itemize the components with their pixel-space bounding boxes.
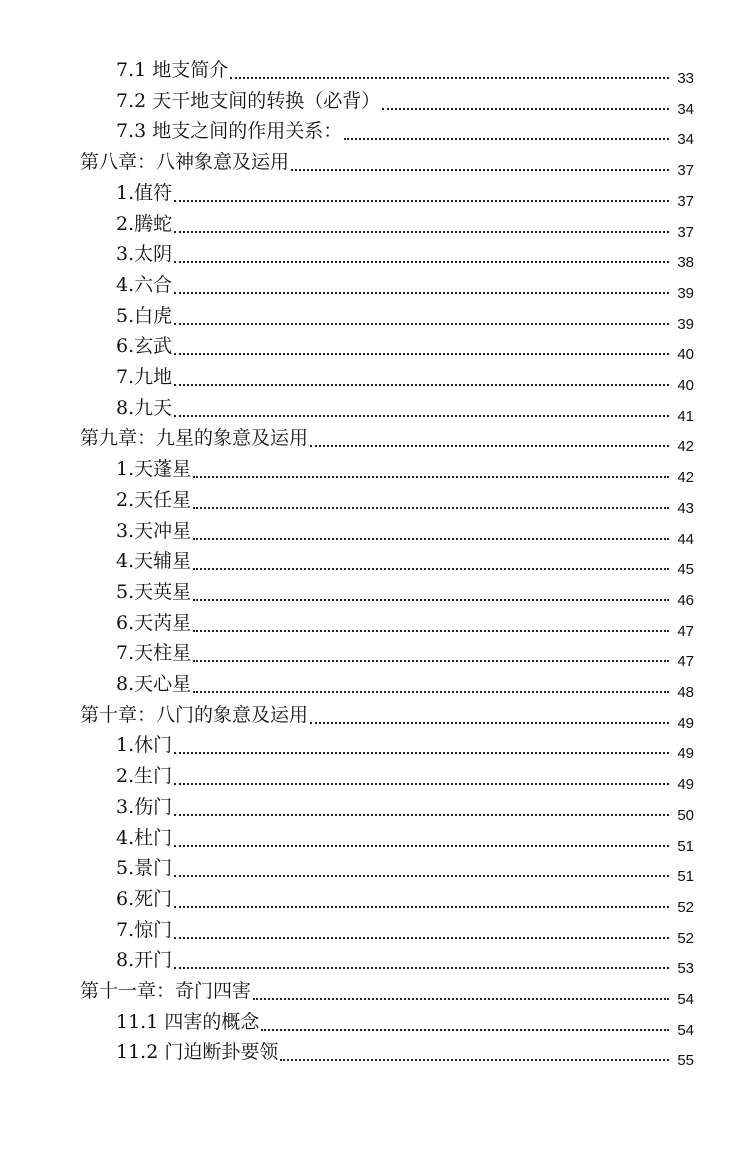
toc-entry-title: 4.杜门 (116, 826, 173, 849)
toc-page-number: 37 (677, 223, 694, 241)
toc-section-entry[interactable] (116, 175, 694, 210)
toc-page-number: 45 (677, 561, 694, 579)
toc-page-number: 40 (677, 346, 694, 364)
toc-entry-title: 8.天心星 (116, 673, 192, 695)
toc-page-number: 49 (677, 745, 694, 763)
dot-leader (174, 200, 669, 202)
toc-section-entry[interactable] (116, 881, 694, 916)
toc-page-number: 52 (677, 898, 694, 916)
toc-page-number: 37 (677, 192, 694, 210)
toc-section-entry[interactable] (116, 574, 694, 609)
toc-entry-title: 7.惊门 (116, 918, 173, 941)
dot-leader (174, 353, 669, 355)
toc-entry-title: 6.死门 (116, 887, 173, 910)
toc-page-number: 51 (677, 837, 694, 855)
toc-section-entry[interactable] (116, 328, 694, 364)
toc-page-number: 42 (677, 438, 694, 456)
toc-section-entry[interactable] (116, 298, 694, 333)
toc-entry-title: 7.2 天干地支间的转换（必背） (116, 89, 381, 112)
toc-section-entry[interactable] (116, 942, 694, 978)
toc-section-entry[interactable] (116, 206, 694, 241)
toc-entry-title: 1.天蓬星 (116, 458, 192, 481)
toc-entry-title: 4.六合 (116, 273, 173, 296)
toc-page-number: 47 (677, 653, 694, 671)
dot-leader (174, 384, 669, 386)
dot-leader (261, 1029, 669, 1031)
dot-leader (193, 476, 669, 478)
toc-section-entry[interactable] (116, 912, 694, 947)
toc-entry-title: 第八章：八神象意及运用 (80, 151, 290, 174)
toc-section-entry[interactable] (116, 789, 694, 824)
toc-page-number: 40 (677, 377, 694, 394)
toc-section-entry[interactable] (116, 635, 694, 671)
toc-section-entry[interactable] (116, 850, 694, 886)
dot-leader (291, 169, 669, 171)
toc-entry-title: 7.3 地支之间的作用关系： (116, 120, 343, 143)
dot-leader (174, 415, 669, 417)
toc-section-entry[interactable] (116, 451, 694, 487)
dot-leader (310, 722, 669, 724)
dot-leader (174, 875, 669, 877)
toc-section-entry[interactable] (116, 359, 694, 394)
toc-entry-title: 1.值符 (116, 181, 173, 204)
toc-entry-title: 8.开门 (116, 949, 173, 972)
dot-leader (174, 906, 669, 908)
toc-page-number: 49 (677, 714, 694, 732)
toc-section-entry[interactable] (116, 390, 694, 425)
dot-leader (280, 1059, 669, 1061)
toc-page-number: 37 (677, 162, 694, 180)
toc-entry-title: 2.天任星 (116, 488, 192, 511)
toc-entry-title: 11.1 四害的概念 (116, 1010, 260, 1033)
toc-entry-title: 3.太阴 (116, 243, 173, 266)
dot-leader (193, 660, 669, 662)
toc-section-entry[interactable] (116, 666, 694, 701)
dot-leader (174, 845, 669, 847)
toc-section-entry[interactable] (116, 236, 694, 272)
dot-leader (174, 261, 669, 263)
toc-page-number: 55 (677, 1052, 694, 1070)
toc-entry-title: 第十一章：奇门四害 (80, 980, 252, 1002)
toc-section-entry[interactable] (116, 83, 694, 118)
toc-entry-title: 6.天芮星 (116, 611, 192, 634)
toc-section-entry[interactable] (116, 513, 694, 548)
toc-entry-title: 7.天柱星 (116, 642, 192, 665)
toc-section-entry[interactable] (116, 727, 694, 763)
toc-entry-title: 3.伤门 (116, 795, 173, 818)
toc-entry-title: 7.九地 (116, 366, 173, 388)
toc-section-entry[interactable] (116, 1034, 694, 1070)
dot-leader (174, 967, 669, 969)
toc-section-entry[interactable] (116, 52, 694, 87)
toc-entry-title: 11.2 门迫断卦要领 (116, 1041, 279, 1064)
toc-chapter-entry[interactable] (80, 420, 694, 456)
toc-page-number: 38 (677, 254, 694, 272)
toc-page-number: 53 (677, 960, 694, 978)
toc-page-number: 44 (677, 530, 694, 548)
dot-leader (174, 323, 669, 325)
toc-page-number: 54 (677, 991, 694, 1008)
toc-page-number: 41 (677, 407, 694, 425)
toc-entry-title: 第十章：八门的象意及运用 (80, 703, 309, 726)
toc-entry-title: 2.腾蛇 (116, 212, 173, 235)
toc-entry-title: 5.白虎 (116, 304, 173, 327)
dot-leader (382, 108, 669, 110)
toc-page-number: 49 (677, 776, 694, 794)
toc-page-number: 43 (677, 499, 694, 517)
toc-page-number: 42 (677, 469, 694, 487)
toc-section-entry[interactable] (116, 758, 694, 794)
dot-leader (174, 231, 669, 233)
dot-leader (174, 783, 669, 785)
toc-entry-title: 3.天冲星 (116, 519, 192, 542)
dot-leader (193, 507, 669, 509)
dot-leader (174, 937, 669, 939)
toc-section-entry[interactable] (116, 113, 694, 149)
dot-leader (174, 292, 669, 294)
toc-chapter-entry[interactable] (80, 697, 694, 732)
toc-page-number: 47 (677, 622, 694, 640)
toc-page-number: 52 (677, 929, 694, 947)
toc-chapter-entry[interactable] (80, 144, 694, 180)
toc-page-number: 46 (677, 591, 694, 609)
toc-section-entry[interactable] (116, 605, 694, 640)
dot-leader (193, 538, 669, 540)
toc-entry-title: 5.天英星 (116, 580, 192, 603)
dot-leader (253, 998, 669, 1000)
dot-leader (344, 138, 669, 140)
toc-page-number: 50 (677, 806, 694, 824)
toc-page-number: 48 (677, 684, 694, 701)
dot-leader (230, 77, 669, 79)
toc-page-number: 34 (677, 131, 694, 149)
toc-entry-title: 2.生门 (116, 765, 173, 788)
dot-leader (310, 445, 669, 447)
toc-page-number: 33 (677, 70, 694, 87)
toc-page-number: 34 (677, 100, 694, 118)
dot-leader (174, 752, 669, 754)
toc-page-number: 51 (677, 868, 694, 886)
toc-entry-title: 第九章：九星的象意及运用 (80, 427, 309, 450)
toc-section-entry[interactable] (116, 820, 694, 855)
toc-section-entry[interactable] (116, 1004, 694, 1039)
toc-entry-title: 1.休门 (116, 734, 173, 757)
toc-entry-title: 6.玄武 (116, 335, 173, 358)
dot-leader (193, 568, 669, 570)
toc-entry-title: 5.景门 (116, 857, 173, 880)
dot-leader (193, 691, 669, 693)
toc-section-entry[interactable] (116, 482, 694, 517)
toc-page-number: 39 (677, 315, 694, 333)
dot-leader (174, 814, 669, 816)
toc-entry-title: 4.天辅星 (116, 550, 192, 573)
toc-entry-title: 7.1 地支简介 (116, 59, 229, 81)
toc-entry-title: 8.九天 (116, 396, 173, 419)
toc-chapter-entry[interactable] (80, 973, 694, 1008)
toc-section-entry[interactable] (116, 267, 694, 302)
toc-page-number: 39 (677, 284, 694, 302)
dot-leader (193, 630, 669, 632)
dot-leader (193, 599, 669, 601)
toc-section-entry[interactable] (116, 543, 694, 579)
toc-page-number: 54 (677, 1021, 694, 1039)
